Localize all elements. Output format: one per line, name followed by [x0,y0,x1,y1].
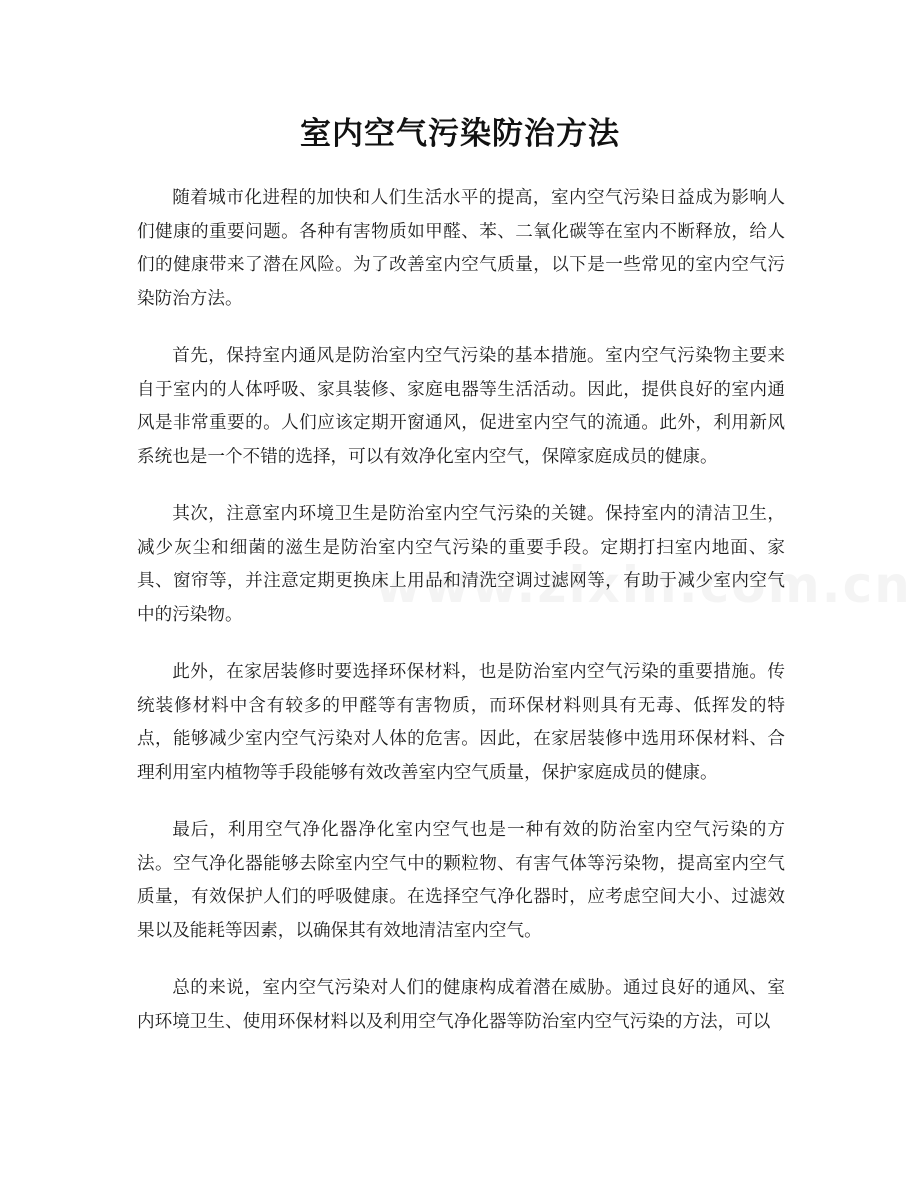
document-title: 室内空气污染防治方法 [300,116,620,152]
paragraph-hygiene: 其次，注意室内环境卫生是防治室内空气污染的关键。保持室内的清洁卫生，减少灰尘和细菌的滋生是防治室内空气污染的重要手段。定期打扫室内地面、家具、窗帘等，并注意定期更换床上用品和清洗空调过滤网等，有助于减少室内空气中的污染物。 [137,504,785,625]
paragraph-purifier: 最后，利用空气净化器净化室内空气也是一种有效的防治室内空气污染的方法。空气净化器能够去除室内空气中的颗粒物、有害气体等污染物，提高室内空气质量，有效保护人们的呼吸健康。在选择空气净化器时，应考虑空间大小、过滤效果以及能耗等因素，以确保其有效地清洁室内空气。 [137,820,785,941]
document-body [137,182,785,1063]
paragraph-intro: 随着城市化进程的加快和人们生活水平的提高，室内空气污染日益成为影响人们健康的重要问题。各种有害物质如甲醛、苯、二氧化碳等在室内不断释放，给人们的健康带来了潜在风险。为了改善室内空气质量，以下是一些常见的室内空气污染防治方法。 [137,188,785,309]
paragraph-materials: 此外，在家居装修时要选择环保材料，也是防治室内空气污染的重要措施。传统装修材料中含有较多的甲醛等有害物质，而环保材料则具有无毒、低挥发的特点，能够减少室内空气污染对人体的危害。因此，在家居装修中选用环保材料、合理利用室内植物等手段能够有效改善室内空气质量，保护家庭成员的健康。 [137,662,785,783]
paragraph-summary: 总的来说，室内空气污染对人们的健康构成着潜在威胁。通过良好的通风、室内环境卫生、使用环保材料以及利用空气净化器等防治室内空气污染的方法，可以 [137,978,785,1032]
paragraph-ventilation: 首先，保持室内通风是防治室内空气污染的基本措施。室内空气污染物主要来自于室内的人体呼吸、家具装修、家庭电器等生活活动。因此，提供良好的室内通风是非常重要的。人们应该定期开窗通风，促进室内空气的流通。此外，利用新风系统也是一个不错的选择，可以有效净化室内空气，保障家庭成员的健康。 [137,346,785,467]
